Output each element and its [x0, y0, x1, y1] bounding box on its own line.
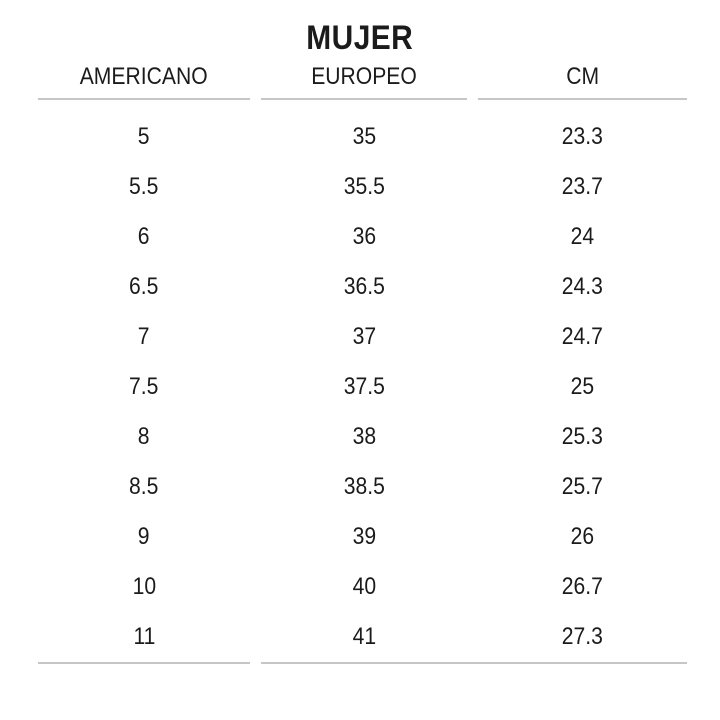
cell-europeo: [261, 612, 467, 662]
bottom-rule-right-segment: [261, 662, 687, 664]
value-americano: 5: [138, 123, 150, 150]
table-header-row: [38, 60, 687, 100]
cell-cm: [478, 262, 687, 312]
value-americano: 7.5: [129, 373, 159, 400]
cell-europeo: [261, 362, 467, 412]
table-row: [38, 412, 687, 462]
header-label-europeo: EUROPEO: [311, 63, 417, 90]
bottom-rule-left-segment: [38, 662, 250, 664]
value-europeo: 36: [352, 223, 376, 250]
table-row: [38, 112, 687, 162]
cell-europeo: [261, 412, 467, 462]
value-americano: 8.5: [129, 473, 159, 500]
table-row: [38, 262, 687, 312]
cell-americano: [38, 162, 250, 212]
cell-americano: [38, 312, 250, 362]
value-americano: 6: [138, 223, 150, 250]
cell-europeo: [261, 462, 467, 512]
cell-americano: [38, 562, 250, 612]
value-americano: 6.5: [129, 273, 159, 300]
cell-europeo: [261, 212, 467, 262]
cell-americano: [38, 212, 250, 262]
value-cm: 23.7: [561, 173, 604, 200]
cell-americano: [38, 262, 250, 312]
value-americano: 11: [133, 623, 155, 650]
table-body: [0, 100, 720, 662]
table-row: [38, 512, 687, 562]
cell-cm: [478, 612, 687, 662]
value-americano: 10: [132, 573, 156, 600]
value-europeo: 35: [352, 123, 376, 150]
table-row: [38, 312, 687, 362]
value-cm: 25.3: [561, 423, 604, 450]
cell-europeo: [261, 312, 467, 362]
cell-europeo: [261, 112, 467, 162]
cell-cm: [478, 512, 687, 562]
cell-americano: [38, 462, 250, 512]
header-cell-europeo: [261, 60, 467, 100]
cell-cm: [478, 462, 687, 512]
table-row: [38, 562, 687, 612]
value-americano: 9: [138, 523, 150, 550]
value-cm: 24: [570, 223, 595, 250]
value-cm: 24.7: [561, 323, 604, 350]
value-europeo: 37.5: [343, 373, 385, 400]
table-row: [38, 162, 687, 212]
value-europeo: 38.5: [343, 473, 385, 500]
cell-europeo: [261, 162, 467, 212]
value-europeo: 36.5: [343, 273, 385, 300]
cell-cm: [478, 412, 687, 462]
value-cm: 23.3: [561, 123, 604, 150]
bottom-rule: [38, 662, 687, 664]
cell-cm: [478, 362, 687, 412]
value-europeo: 35.5: [343, 173, 385, 200]
cell-americano: [38, 412, 250, 462]
cell-europeo: [261, 562, 467, 612]
value-americano: 5.5: [129, 173, 159, 200]
cell-americano: [38, 112, 250, 162]
value-cm: 26.7: [561, 573, 604, 600]
header-cell-cm: [478, 60, 687, 100]
page-title-wrap: [0, 16, 720, 60]
header-label-americano: AMERICANO: [80, 63, 208, 90]
table-row: [38, 362, 687, 412]
cell-americano: [38, 362, 250, 412]
value-europeo: 37: [352, 323, 376, 350]
value-americano: 8: [138, 423, 150, 450]
cell-cm: [478, 162, 687, 212]
value-cm: 27.3: [561, 623, 604, 650]
value-europeo: 38: [352, 423, 376, 450]
cell-cm: [478, 112, 687, 162]
cell-europeo: [261, 512, 467, 562]
value-cm: 25.7: [561, 473, 604, 500]
value-europeo: 41: [352, 623, 376, 650]
table-row: [38, 612, 687, 662]
cell-americano: [38, 512, 250, 562]
value-cm: 25: [570, 373, 595, 400]
page-title: MUJER: [306, 18, 414, 57]
header-label-cm: CM: [566, 63, 599, 90]
value-europeo: 40: [352, 573, 376, 600]
value-cm: 26: [570, 523, 595, 550]
cell-cm: [478, 562, 687, 612]
value-americano: 7: [138, 323, 150, 350]
cell-europeo: [261, 262, 467, 312]
table-row: [38, 212, 687, 262]
table-row: [38, 462, 687, 512]
cell-americano: [38, 612, 250, 662]
value-europeo: 39: [352, 523, 376, 550]
header-cell-americano: [38, 60, 250, 100]
cell-cm: [478, 212, 687, 262]
cell-cm: [478, 312, 687, 362]
value-cm: 24.3: [561, 273, 604, 300]
